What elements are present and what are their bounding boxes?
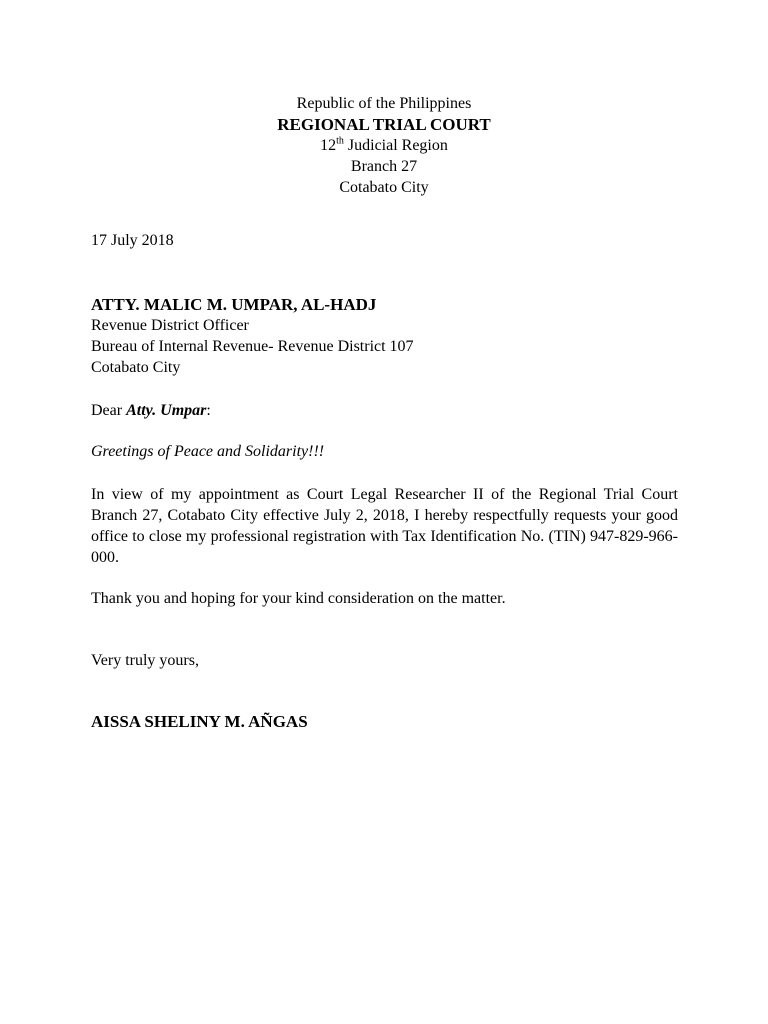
salutation <box>91 400 678 421</box>
greeting-line: Greetings of Peace and Solidarity!!! <box>91 443 325 460</box>
addressee-office: Bureau of Internal Revenue- Revenue District 107 <box>91 338 414 355</box>
letterhead-country: Republic of the Philippines <box>296 95 472 112</box>
region-number: 12 <box>320 137 337 154</box>
letterhead-city: Cotabato City <box>339 179 429 196</box>
salutation-prefix: Dear <box>91 402 127 419</box>
salutation-suffix: : <box>206 402 211 419</box>
letterhead <box>0 93 768 198</box>
salutation-name: Atty. Umpar <box>126 402 207 419</box>
body-paragraph: In view of my appointment as Court Legal Researcher II of the Regional Trial Court Branch 27, Cotabato City effective July 2, 2018, I hereby respectfully requests your good office to close my professional registration with Tax Identification No. (TIN) 947-829-966-000. <box>91 486 678 566</box>
complimentary-close: Very truly yours, <box>91 652 199 669</box>
thanks-paragraph: Thank you and hoping for your kind consideration on the matter. <box>91 590 506 607</box>
addressee-city: Cotabato City <box>91 359 181 376</box>
letterhead-branch: Branch 27 <box>350 158 418 175</box>
addressee-name: ATTY. MALIC M. UMPAR, AL-HADJ <box>91 295 377 314</box>
addressee-block <box>91 294 678 378</box>
letter-date: 17 July 2018 <box>91 232 174 249</box>
addressee-title: Revenue District Officer <box>91 317 249 334</box>
region-label: Judicial Region <box>343 137 448 154</box>
letterhead-region <box>0 135 768 156</box>
region-ordinal: th <box>336 135 344 147</box>
signatory-name: AISSA SHELINY M. AÑGAS <box>91 712 308 731</box>
letterhead-court: REGIONAL TRIAL COURT <box>277 115 491 134</box>
